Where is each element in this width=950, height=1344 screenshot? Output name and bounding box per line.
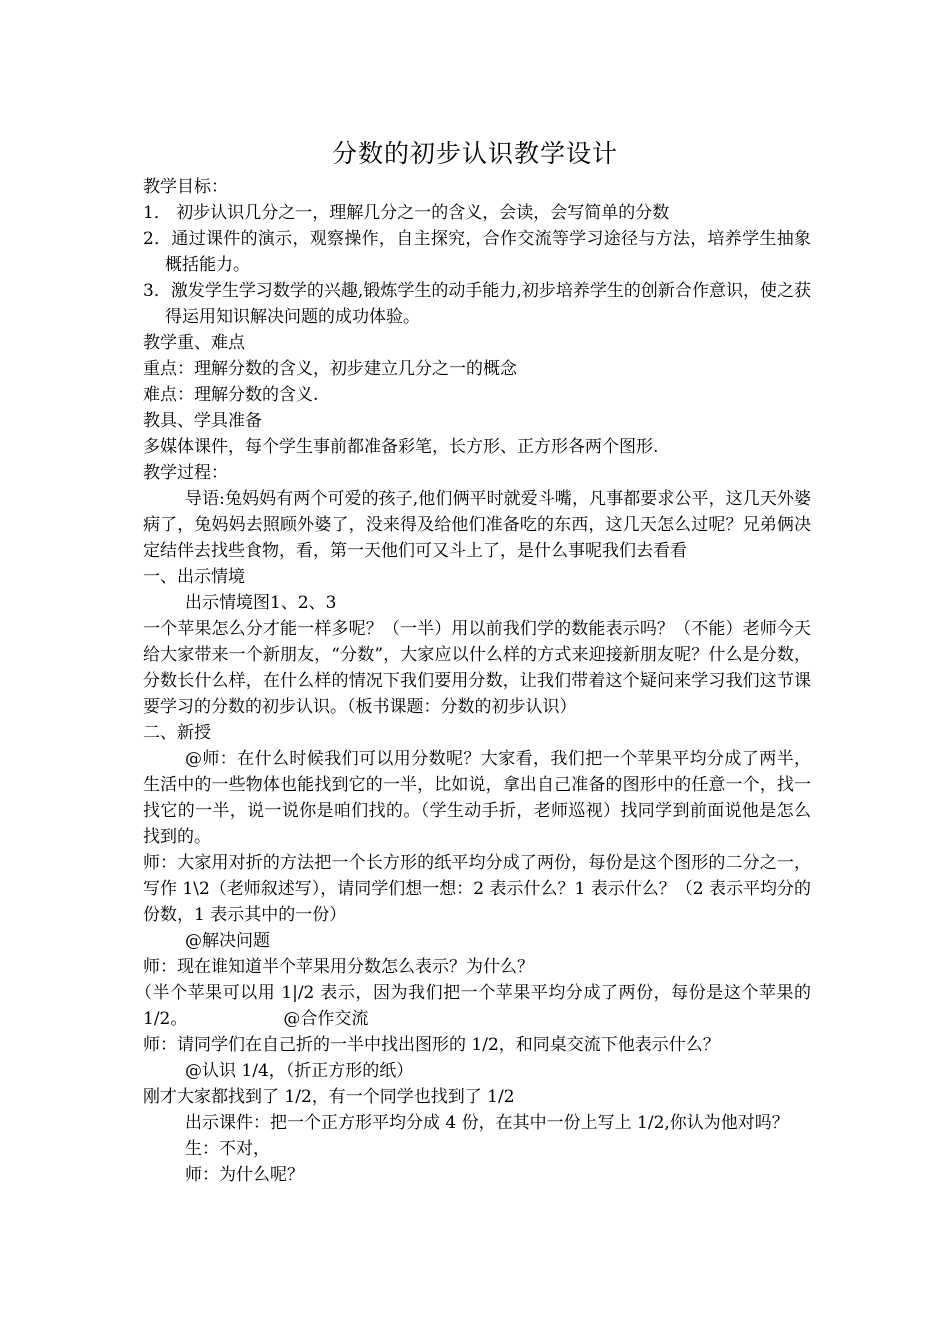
section2-paragraph-4b: @合作交流 (283, 1009, 369, 1029)
section2-heading: 二、新授 (143, 723, 211, 743)
section2-paragraph-2: 师：大家用对折的方法把一个长方形的纸平均分成了两份，每份是这个图形的二分之一，写作 1\2（老师叙述写），请同学们想一想：2 表示什么？1 表示什么？（2 表示平均分的份数，1 表示其中的一份） (143, 853, 811, 925)
page-title: 分数的初步认识教学设计 (331, 139, 618, 168)
section1-text: 一个苹果怎么分才能一样多呢？（一半）用以前我们学的数能表示吗？（不能）老师今天给大家带来一个新朋友，“分数”，大家应以什么样的方式来迎接新朋友呢？什么是分数，分数长什么样，在什么样的情况下我们要用分数，让我们带着这个疑问来学习我们这节课要学习的分数的初步认识。（板书课题：分数的初步认识） (143, 619, 811, 717)
section2-paragraph-6: 刚才大家都找到了 1/2，有一个同学也找到了 1/2 (143, 1087, 515, 1107)
section1-heading: 一、出示情境 (143, 567, 245, 587)
section2-paragraph-3: 师：现在谁知道半个苹果用分数怎么表示？为什么？ (143, 957, 534, 977)
section1-show: 出示情境图1、2、3 (185, 593, 337, 613)
section2-paragraph-5: 师：请同学们在自己折的一半中找出图形的 1/2，和同桌交流下他表示什么？ (143, 1035, 720, 1055)
process-heading: 教学过程： (143, 463, 228, 483)
intro-paragraph: 导语:兔妈妈有两个可爱的孩子,他们俩平时就爱斗嘴，凡事都要求公平，这几天外婆病了，兔妈妈去照顾外婆了，没来得及给他们准备吃的东西，这几天怎么过呢？兄弟俩决定结伴去找些食物，看，第一天他们可又斗上了，是什么事呢我们去看看 (143, 489, 811, 561)
key-heading: 教学重、难点 (143, 333, 245, 353)
goal-item-3: 3．激发学生学习数学的兴趣,锻炼学生的动手能力,初步培养学生的创新合作意识，使之获得运用知识解决问题的成功体验。 (143, 281, 811, 327)
goals-heading: 教学目标： (143, 177, 228, 197)
key-point: 重点：理解分数的含义，初步建立几分之一的概念 (143, 359, 517, 379)
section2-paragraph-4 (135, 980, 811, 1032)
section2-subheading-1: @解决问题 (185, 931, 270, 951)
dialog-student: 生：不对， (185, 1139, 270, 1159)
section2-paragraph-7: 出示课件：把一个正方形平均分成 4 份，在其中一份上写上 1/2,你认为他对吗？ (185, 1113, 789, 1133)
goal-item-2: 2．通过课件的演示，观察操作，自主探究，合作交流等学习途径与方法，培养学生抽象概括能力。 (143, 229, 811, 275)
document-body (135, 174, 811, 1188)
tools-heading: 教具、学具准备 (143, 411, 262, 431)
tools-text: 多媒体课件，每个学生事前都准备彩笔，长方形、正方形各两个图形. (143, 437, 659, 457)
section2-subheading-2: @认识 1/4，（折正方形的纸） (185, 1061, 414, 1081)
section2-paragraph-1: @师：在什么时候我们可以用分数呢？大家看，我们把一个苹果平均分成了两半，生活中的一些物体也能找到它的一半，比如说，拿出自己准备的图形中的任意一个，找一找它的一半，说一说你是咱们找的。（学生动手折，老师巡视）找同学到前面说他是怎么找到的。 (143, 749, 811, 847)
section2-paragraph-4a: （半个苹果可以用 1|/2 表示，因为我们把一个苹果平均分成了两份，每份是这个苹果的 1/2。 (135, 983, 811, 1029)
difficult-point: 难点：理解分数的含义. (143, 385, 319, 405)
dialog-teacher: 师：为什么呢？ (185, 1165, 304, 1185)
goal-item-1: 1． 初步认识几分之一，理解几分之一的含义，会读，会写简单的分数 (143, 203, 670, 223)
